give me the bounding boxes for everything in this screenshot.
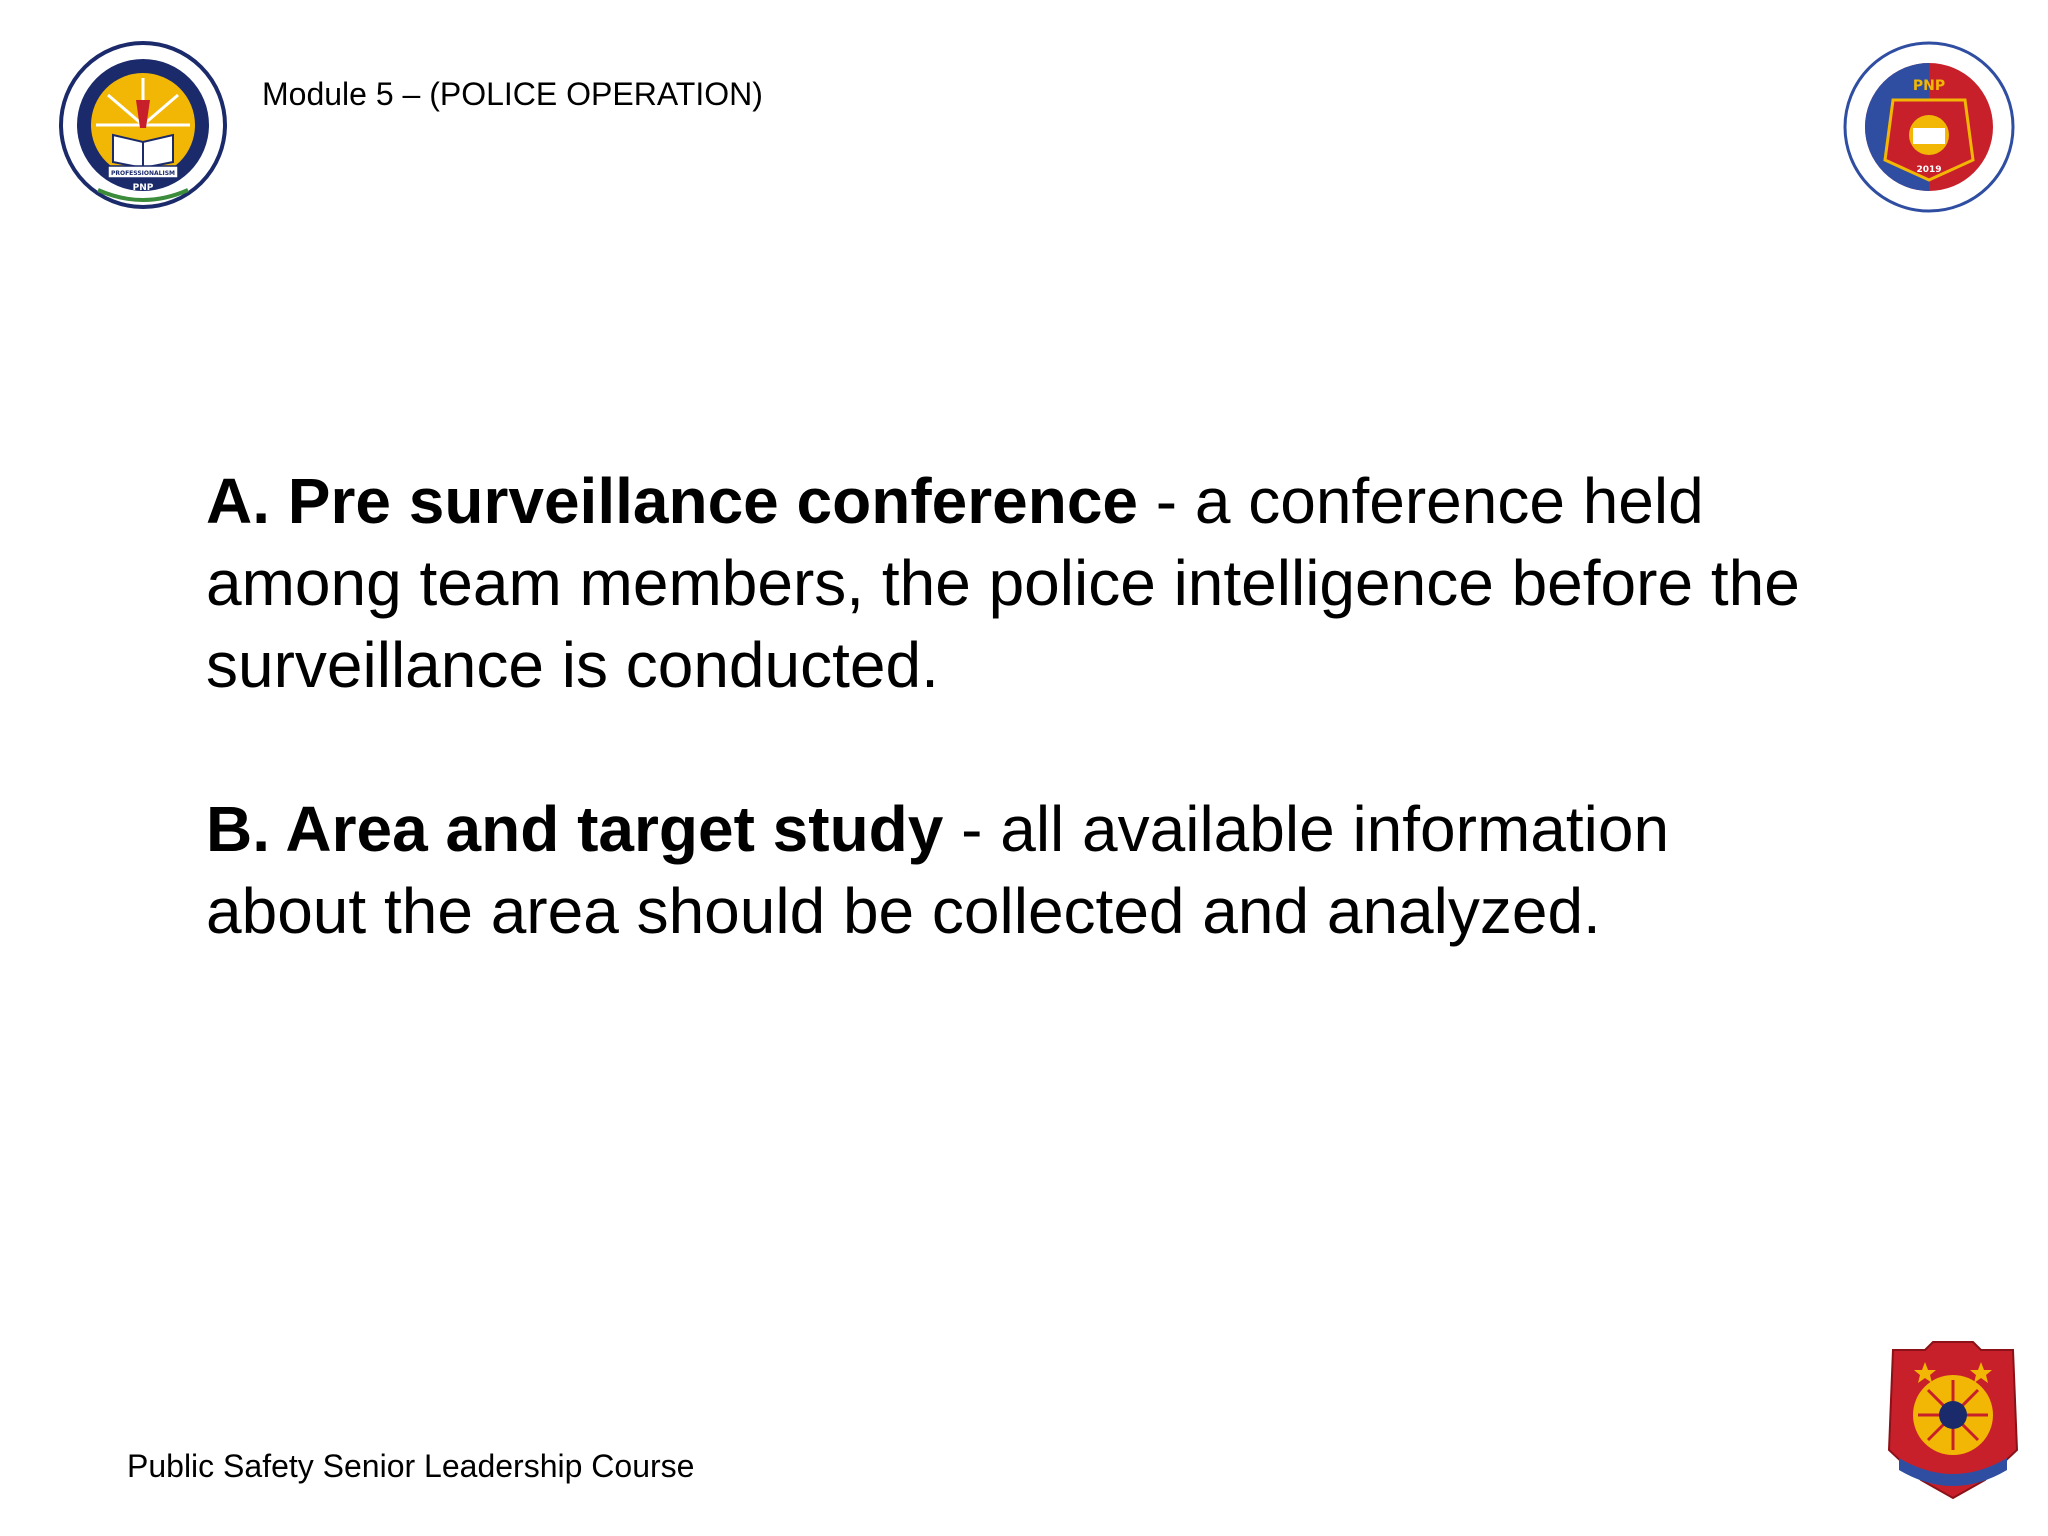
left-logo-bottom: PNP bbox=[132, 183, 154, 193]
course-name: Public Safety Senior Leadership Course bbox=[127, 1448, 695, 1484]
left-logo-ribbon: PROFESSIONALISM bbox=[110, 170, 176, 177]
module-title: Module 5 – (POLICE OPERATION) bbox=[262, 76, 763, 112]
dhrdd-logo bbox=[58, 40, 228, 210]
definition-b bbox=[206, 788, 1846, 952]
slide-body bbox=[206, 460, 1846, 952]
definition-a-term: A. Pre surveillance conference bbox=[206, 465, 1138, 537]
pnpti-logo bbox=[1843, 40, 2015, 215]
right-logo-year: 2019 bbox=[1916, 165, 1942, 175]
right-logo-center: PNP bbox=[1912, 78, 1946, 94]
pnp-badge bbox=[1885, 1340, 2021, 1500]
definition-b-term: B. Area and target study bbox=[206, 793, 944, 865]
definition-a-text: - a conference held among team members, the police intelligence before the surveillance is conducted. bbox=[206, 465, 1800, 701]
definition-a bbox=[206, 460, 1846, 706]
definition-b-text: - all available information about the area should be collected and analyzed. bbox=[206, 793, 1670, 947]
